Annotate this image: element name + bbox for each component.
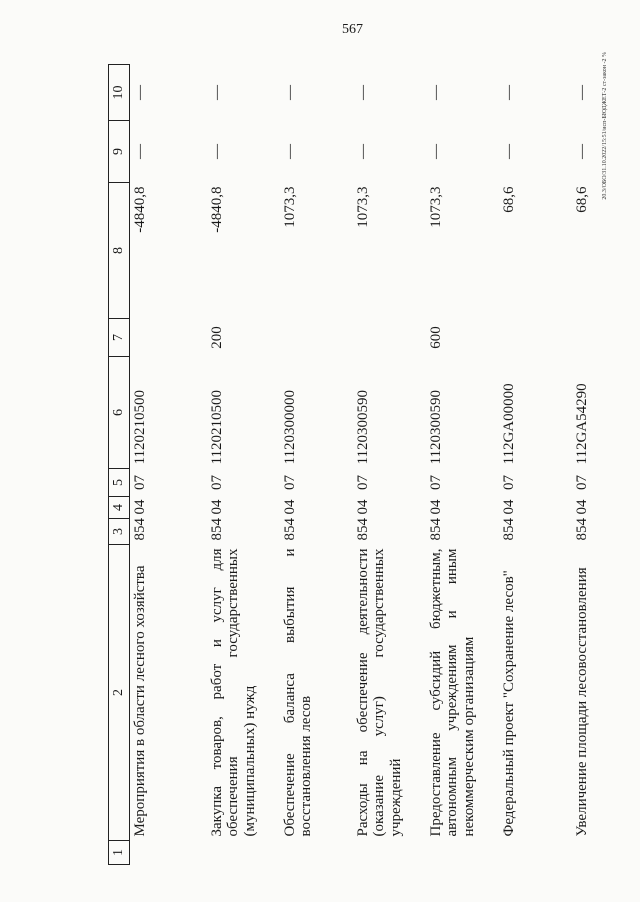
section-code: 04 (500, 499, 517, 515)
amount-col10: — (354, 85, 371, 100)
expense-type-code: 600 (427, 326, 444, 349)
expense-type-code (276, 319, 349, 357)
amount-value: 68,6 (573, 186, 590, 213)
subsection-code: 07 (573, 475, 590, 490)
expense-type-code (349, 319, 422, 357)
amount-col9: — (573, 144, 590, 159)
expense-type-code (568, 319, 640, 357)
ministry-code: 854 (208, 518, 225, 541)
amount-col10: — (132, 85, 148, 100)
expense-name: Федеральный проект "Сохранение лесов" (500, 570, 517, 837)
section-code: 04 (208, 499, 225, 515)
amount-col10: — (281, 85, 298, 100)
section-code: 04 (573, 499, 590, 515)
amount-value: 1073,3 (354, 186, 371, 228)
target-item-code: 1120210500 (132, 390, 148, 465)
expense-type-code (495, 319, 568, 357)
amount-value: 1073,3 (281, 186, 298, 228)
amount-value: -4840,8 (208, 186, 225, 233)
ministry-code: 854 (132, 518, 148, 541)
target-item-code: 112GA54290 (573, 383, 590, 465)
ministry-code: 854 (500, 518, 517, 541)
amount-value: 68,6 (500, 186, 517, 213)
subsection-code: 07 (208, 475, 225, 490)
table-row (495, 65, 568, 865)
page-number: 567 (342, 22, 363, 37)
expense-name: Предоставление субсидий бюджетным, автономным учреждениям и иным некоммерческим организациям (427, 548, 478, 837)
amount-col10: — (427, 85, 444, 100)
target-item-code: 1120300000 (281, 390, 298, 465)
subsection-code: 07 (427, 475, 444, 490)
expense-name: Закупка товаров, работ и услуг для обеспечения государственных (муниципальных) нужд (208, 548, 259, 837)
amount-col10: — (208, 85, 225, 100)
expense-name: Увеличение площади лесовосстановления (573, 567, 590, 837)
amount-col9: — (427, 144, 444, 159)
table-row (203, 65, 276, 865)
ministry-code: 854 (427, 518, 444, 541)
expense-type-code (130, 319, 203, 357)
subsection-code: 07 (281, 475, 298, 490)
document-registration-note: 20.3/ОБО/31.10.2022/15:51/исп-БЮДЖЕТ-2 ст-закон -2 % (602, 52, 608, 200)
table-row (276, 65, 349, 865)
column-header-8: 8 (109, 183, 130, 319)
table-row (422, 65, 495, 865)
amount-col9: — (281, 144, 298, 159)
expense-name: Мероприятия в области лесного хозяйства (132, 565, 148, 837)
subsection-code: 07 (354, 475, 371, 490)
amount-col9: — (208, 144, 225, 159)
ministry-code: 854 (281, 518, 298, 541)
expense-name: Расходы на обеспечение деятельности (оказание услуг) государственных учреждений (354, 548, 405, 837)
amount-value: 1073,3 (427, 186, 444, 228)
amount-col10: — (500, 85, 517, 100)
expense-name: Обеспечение баланса выбытия и восстановления лесов (281, 548, 315, 837)
amount-value: -4840,8 (132, 186, 148, 233)
section-code: 04 (281, 499, 298, 515)
column-header-5: 5 (109, 469, 130, 497)
subsection-code: 07 (132, 475, 148, 490)
column-header-6: 6 (109, 357, 130, 469)
table-row (130, 65, 203, 865)
ministry-code: 854 (573, 518, 590, 541)
column-header-10: 10 (109, 65, 130, 121)
ministry-code: 854 (354, 518, 371, 541)
amount-col9: — (132, 144, 148, 159)
section-code: 04 (427, 499, 444, 515)
amount-col10: — (573, 85, 590, 100)
section-code: 04 (354, 499, 371, 515)
table-row (349, 65, 422, 865)
target-item-code: 112GA00000 (500, 383, 517, 465)
column-number-header (109, 65, 130, 865)
expense-type-code: 200 (208, 326, 225, 349)
column-header-1: 1 (109, 841, 130, 865)
subsection-code: 07 (500, 475, 517, 490)
target-item-code: 1120300590 (354, 390, 371, 465)
budget-table (108, 64, 640, 865)
target-item-code: 1120210500 (208, 390, 225, 465)
amount-col9: — (500, 144, 517, 159)
column-header-2: 2 (109, 545, 130, 841)
target-item-code: 1120300590 (427, 390, 444, 465)
column-header-9: 9 (109, 121, 130, 183)
table-row (568, 65, 640, 865)
section-code: 04 (132, 499, 148, 515)
column-header-7: 7 (109, 319, 130, 357)
column-header-4: 4 (109, 497, 130, 519)
rotated-table-container (108, 65, 590, 865)
column-header-3: 3 (109, 519, 130, 545)
amount-col9: — (354, 144, 371, 159)
